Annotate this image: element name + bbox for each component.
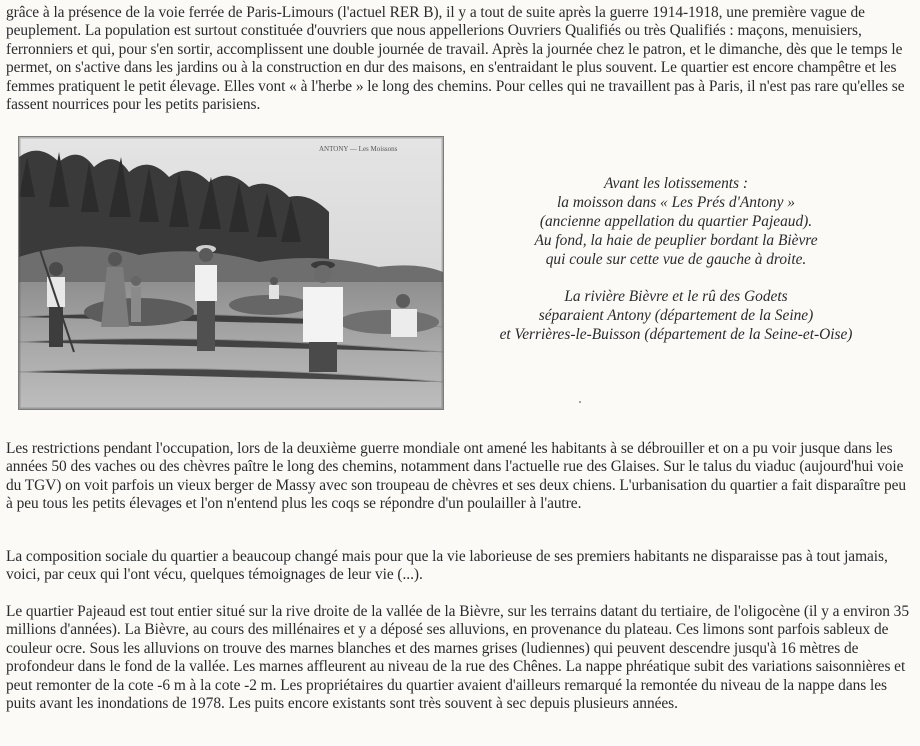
caption-line: Avant les lotissements : — [603, 175, 749, 192]
intro-paragraph: grâce à la présence de la voie ferrée de Paris-Limours (l'actuel RER B), il y a tout de suite après la guerre 1914-1918, une première vague de peuplement. La population est surtout constituée d'ouvriers que nous appellerions Ouvriers Qualifiés ou très Qualifiés : maçons, menuisiers, ferronniers et qui, pour s'en sortir, accomplissent une double journée de travail. Après la journée chez le patron, et le dimanche, dès que le temps le permet, on s'active dans les jardins ou à la construction en dur des maisons, en s'entraidant le plus souvent. Le quartier est encore champêtre et les femmes pratiquent le petit élevage. Elles vont « à l'herbe » le long des chemins. Pour celles qui ne travaillent pas à Paris, il n'est pas rare qu'elles se fassent nourrices pour les petits parisiens. — [6, 4, 905, 114]
harvest-photo — [18, 136, 444, 410]
social-paragraph: La composition sociale du quartier a beaucoup changé mais pour que la vie laborieuse de ses premiers habitants ne disparaisse pas à tout jamais, voici, par ceux qui l'ont vécu, quelques témoignages de leur vie (...). — [6, 548, 888, 584]
geology-paragraph: Le quartier Pajeaud est tout entier situé sur la rive droite de la vallée de la Bièvre, sur les terrains datant du tertiaire, de l'oligocène (il y a environ 35 millions d'années). La Bièvre, au cours des millénaires et y a déposé ses alluvions, en provenance du plateau. Ces limons sont parfois sableux de couleur ocre. Sous les alluvions on trouve des marnes blanches et des marnes grises (ludiennes) qui peuvent descendre jusqu'à 16 mètres de profondeur dans le fond de la vallée. Les marnes affleurent au niveau de la rue des Chênes. La nappe phréatique subit des variations saisonnières et peut remonter de la cote -6 m à la cote -2 m. Les propriétaires du quartier avaient d'ailleurs remarqué la remontée du niveau de la nappe dans les puits avant les inondations de 1978. Les puits encore existants sont très souvent à sec depuis plusieurs années. — [6, 603, 909, 713]
caption-line: (ancienne appellation du quartier Pajeaud). — [539, 213, 813, 230]
caption-line: Au fond, la haie de peuplier bordant la Bièvre — [534, 232, 818, 249]
photo-caption — [470, 174, 882, 344]
caption-line: La rivière Bièvre et le rû des Godets — [564, 288, 788, 305]
caption-line: et Verrières-le-Buisson (département de la Seine-et-Oise) — [499, 326, 853, 343]
caption-line: qui coule sur cette vue de gauche à droite. — [545, 251, 807, 268]
caption-line: séparaient Antony (département de la Seine) — [538, 307, 814, 324]
occupation-paragraph: Les restrictions pendant l'occupation, lors de la deuxième guerre mondiale ont amené les habitants à se débrouiller et on a pu voir jusque dans les années 50 des vaches ou des chèvres paître le long des chemins, notamment dans l'actuelle rue des Glaises. Sur le talus du viaduc (aujourd'hui voie du TGV) on voit parfois un vieux berger de Massy avec son troupeau de chèvres et ses deux chiens. L'urbanisation du quartier a fait disparaître peu à peu tous les petits élevages et l'on n'entend plus les coqs se répondre d'un poulailler à l'autre. — [6, 440, 907, 513]
caption-line: la moisson dans « Les Prés d'Antony » — [557, 194, 795, 211]
scan-speck — [579, 401, 581, 403]
postcard-caption: ANTONY — Les Moissons — [319, 145, 398, 153]
